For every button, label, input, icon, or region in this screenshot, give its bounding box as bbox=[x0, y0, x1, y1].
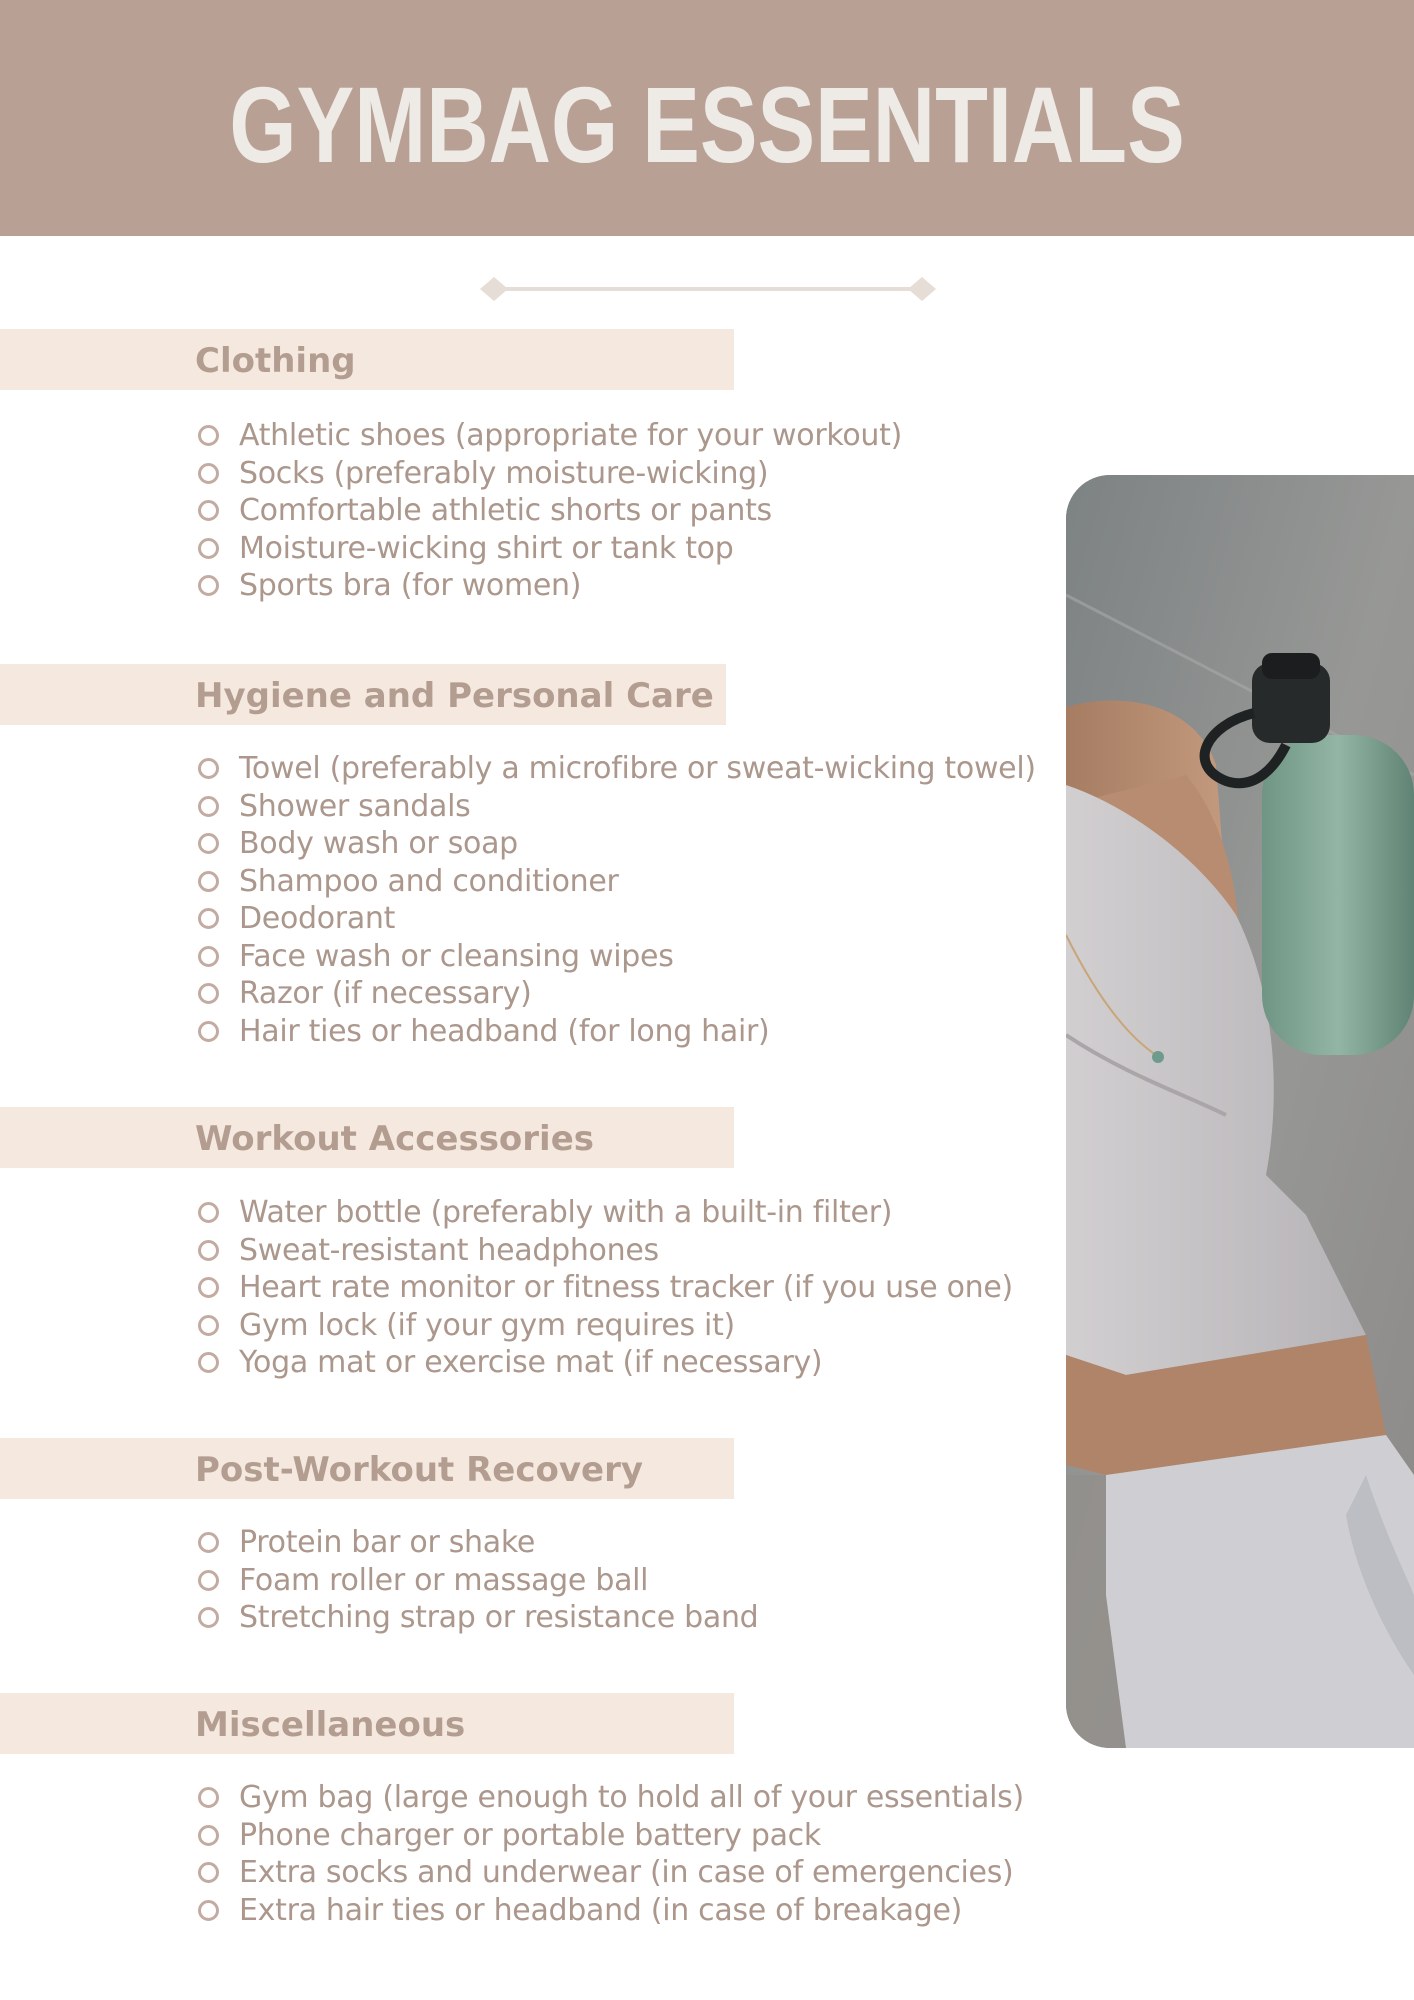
list-item bbox=[198, 1013, 1036, 1051]
checkbox-circle[interactable] bbox=[198, 1021, 219, 1042]
item-label: Water bottle (preferably with a built-in filter) bbox=[239, 1195, 893, 1231]
checkbox-circle[interactable] bbox=[198, 463, 219, 484]
item-label: Sweat-resistant headphones bbox=[239, 1232, 659, 1268]
gym-photo bbox=[1066, 475, 1414, 1748]
section-title: Workout Accessories bbox=[195, 1119, 595, 1159]
checklist bbox=[198, 1524, 758, 1637]
list-item bbox=[198, 788, 1036, 826]
item-label: Shower sandals bbox=[239, 788, 471, 824]
list-item bbox=[198, 1779, 1024, 1817]
item-label: Extra hair ties or headband (in case of breakage) bbox=[239, 1892, 963, 1928]
list-item bbox=[198, 492, 902, 530]
list-item bbox=[198, 1854, 1024, 1892]
item-label: Face wash or cleansing wipes bbox=[239, 938, 674, 974]
checkbox-circle[interactable] bbox=[198, 908, 219, 929]
item-label: Razor (if necessary) bbox=[239, 976, 532, 1012]
list-item bbox=[198, 1817, 1024, 1855]
item-label: Athletic shoes (appropriate for your workout) bbox=[239, 418, 903, 454]
item-label: Shampoo and conditioner bbox=[239, 863, 619, 899]
checkbox-circle[interactable] bbox=[198, 983, 219, 1004]
item-label: Yoga mat or exercise mat (if necessary) bbox=[239, 1345, 823, 1381]
checkbox-circle[interactable] bbox=[198, 1315, 219, 1336]
list-item bbox=[198, 1562, 758, 1600]
checkbox-circle[interactable] bbox=[198, 500, 219, 521]
list-item bbox=[198, 1344, 1013, 1382]
item-label: Hair ties or headband (for long hair) bbox=[239, 1013, 770, 1049]
page-title: GYMBAG ESSENTIALS bbox=[229, 64, 1185, 185]
list-item bbox=[198, 455, 902, 493]
checkbox-circle[interactable] bbox=[198, 1787, 219, 1808]
checkbox-circle[interactable] bbox=[198, 1570, 219, 1591]
checkbox-circle[interactable] bbox=[198, 1532, 219, 1553]
checkbox-circle[interactable] bbox=[198, 758, 219, 779]
checkbox-circle[interactable] bbox=[198, 1240, 219, 1261]
checklist bbox=[198, 750, 1036, 1050]
checkbox-circle[interactable] bbox=[198, 796, 219, 817]
item-label: Body wash or soap bbox=[239, 826, 518, 862]
item-label: Socks (preferably moisture-wicking) bbox=[239, 455, 769, 491]
header-banner bbox=[0, 0, 1414, 236]
item-label: Phone charger or portable battery pack bbox=[239, 1817, 821, 1853]
checkbox-circle[interactable] bbox=[198, 833, 219, 854]
item-label: Protein bar or shake bbox=[239, 1525, 536, 1561]
list-item bbox=[198, 417, 902, 455]
list-item bbox=[198, 1232, 1013, 1270]
checkbox-circle[interactable] bbox=[198, 425, 219, 446]
item-label: Extra socks and underwear (in case of emergencies) bbox=[239, 1855, 1014, 1891]
list-item bbox=[198, 1524, 758, 1562]
section-band bbox=[0, 329, 734, 390]
checkbox-circle[interactable] bbox=[198, 1862, 219, 1883]
list-item bbox=[198, 1599, 758, 1637]
checklist bbox=[198, 1779, 1024, 1929]
item-label: Comfortable athletic shorts or pants bbox=[239, 493, 772, 529]
checkbox-circle[interactable] bbox=[198, 575, 219, 596]
item-label: Towel (preferably a microfibre or sweat-wicking towel) bbox=[239, 751, 1036, 787]
list-item bbox=[198, 1269, 1013, 1307]
decorative-divider bbox=[480, 275, 936, 303]
item-label: Gym lock (if your gym requires it) bbox=[239, 1307, 735, 1343]
list-item bbox=[198, 530, 902, 568]
list-item bbox=[198, 567, 902, 605]
checkbox-circle[interactable] bbox=[198, 1352, 219, 1373]
item-label: Gym bag (large enough to hold all of your essentials) bbox=[239, 1780, 1024, 1816]
list-item bbox=[198, 750, 1036, 788]
photo-illustration bbox=[1066, 475, 1414, 1748]
checklist bbox=[198, 1194, 1013, 1382]
item-label: Heart rate monitor or fitness tracker (if you use one) bbox=[239, 1270, 1013, 1306]
list-item bbox=[198, 863, 1036, 901]
list-item bbox=[198, 1892, 1024, 1930]
item-label: Foam roller or massage ball bbox=[239, 1562, 649, 1598]
item-label: Stretching strap or resistance band bbox=[239, 1600, 759, 1636]
checkbox-circle[interactable] bbox=[198, 1202, 219, 1223]
checkbox-circle[interactable] bbox=[198, 871, 219, 892]
list-item bbox=[198, 1194, 1013, 1232]
section-title: Miscellaneous bbox=[195, 1705, 466, 1745]
section-title: Hygiene and Personal Care bbox=[195, 676, 714, 716]
checkbox-circle[interactable] bbox=[198, 1825, 219, 1846]
checkbox-circle[interactable] bbox=[198, 1277, 219, 1298]
checkbox-circle[interactable] bbox=[198, 946, 219, 967]
list-item bbox=[198, 825, 1036, 863]
section-title: Clothing bbox=[195, 341, 356, 381]
list-item bbox=[198, 1307, 1013, 1345]
list-item bbox=[198, 938, 1036, 976]
item-label: Moisture-wicking shirt or tank top bbox=[239, 530, 734, 566]
list-item bbox=[198, 975, 1036, 1013]
checklist bbox=[198, 417, 902, 605]
section-title: Post-Workout Recovery bbox=[195, 1450, 644, 1490]
checkbox-circle[interactable] bbox=[198, 1607, 219, 1628]
checkbox-circle[interactable] bbox=[198, 1900, 219, 1921]
checkbox-circle[interactable] bbox=[198, 538, 219, 559]
list-item bbox=[198, 900, 1036, 938]
item-label: Sports bra (for women) bbox=[239, 568, 582, 604]
item-label: Deodorant bbox=[239, 901, 396, 937]
